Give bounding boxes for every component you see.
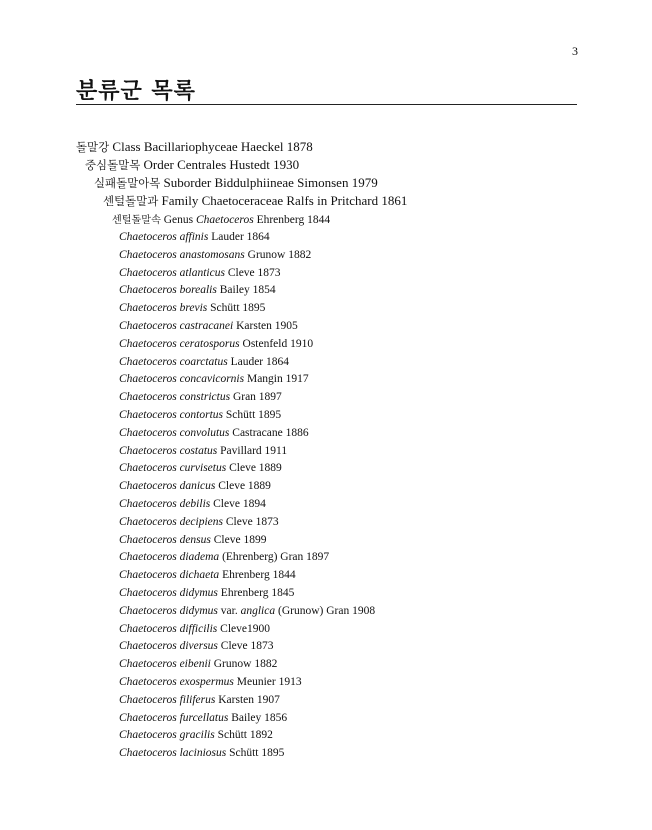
species-epithet: affinis xyxy=(179,231,209,243)
species-epithet: brevis xyxy=(179,302,208,315)
species-epithet: concavicornis xyxy=(179,373,245,386)
species-item xyxy=(119,478,375,496)
species-genus: Chaetoceros xyxy=(119,266,177,279)
species-item xyxy=(119,265,375,283)
species-authority: Grunow 1882 xyxy=(247,248,312,261)
species-genus: Chaetoceros xyxy=(119,729,177,742)
species-genus: Chaetoceros xyxy=(119,480,177,493)
species-authority: Ehrenberg 1845 xyxy=(220,586,295,599)
species-epithet: eibenii xyxy=(179,658,211,671)
species-genus: Chaetoceros xyxy=(119,640,177,653)
species-item xyxy=(119,549,375,567)
species-authority: Cleve 1873 xyxy=(225,515,279,528)
species-authority: Karsten 1905 xyxy=(236,319,298,332)
species-authority: Schütt 1892 xyxy=(217,729,273,742)
taxon-korean-name: 돌말강 xyxy=(76,140,110,154)
species-authority: Karsten 1907 xyxy=(218,693,280,706)
species-genus: Chaetoceros xyxy=(119,551,177,564)
taxon-authority: Haeckel 1878 xyxy=(240,139,313,154)
species-authority: Cleve 1889 xyxy=(229,462,282,475)
species-epithet: didymus xyxy=(179,586,218,599)
species-epithet: castracanei xyxy=(179,319,234,332)
taxon-suborder xyxy=(94,175,378,191)
species-genus: Chaetoceros xyxy=(119,586,177,599)
species-genus: Chaetoceros xyxy=(119,747,177,760)
species-authority: (Grunow) Gran 1908 xyxy=(277,604,376,617)
species-item xyxy=(119,229,375,247)
species-authority: Schütt 1895 xyxy=(210,302,266,315)
taxon-authority: Ralfs in Pritchard 1861 xyxy=(286,193,408,208)
species-authority: (Ehrenberg) Gran 1897 xyxy=(222,551,330,564)
species-item xyxy=(119,336,375,354)
taxon-korean-name: 센털돌말속 xyxy=(112,215,161,226)
species-authority: Cleve 1899 xyxy=(213,533,267,546)
species-genus: Chaetoceros xyxy=(119,693,177,706)
species-genus: Chaetoceros xyxy=(119,355,177,368)
species-genus: Chaetoceros xyxy=(119,373,177,386)
species-list xyxy=(119,229,375,763)
species-item xyxy=(119,532,375,550)
species-authority: Bailey 1854 xyxy=(219,284,276,297)
species-genus: Chaetoceros xyxy=(119,302,177,315)
species-epithet: difficilis xyxy=(179,622,218,635)
species-epithet: costatus xyxy=(179,444,218,457)
species-item xyxy=(119,638,375,656)
species-item xyxy=(119,354,375,372)
species-epithet: convolutus xyxy=(179,426,230,439)
species-epithet: debilis xyxy=(179,497,211,510)
species-authority: Schütt 1895 xyxy=(225,408,282,421)
species-genus: Chaetoceros xyxy=(119,462,177,475)
species-genus: Chaetoceros xyxy=(119,444,177,457)
species-epithet: borealis xyxy=(179,284,217,297)
species-authority: Lauder 1864 xyxy=(230,355,290,368)
species-genus: Chaetoceros xyxy=(119,408,177,421)
taxon-authority: Simonsen 1979 xyxy=(297,175,378,190)
species-item xyxy=(119,443,375,461)
taxon-korean-name: 실패돌말아목 xyxy=(94,176,161,190)
taxon-name: Chaetoceraceae xyxy=(201,193,284,208)
species-item xyxy=(119,282,375,300)
species-item xyxy=(119,585,375,603)
species-epithet: constrictus xyxy=(179,391,231,404)
species-item xyxy=(119,656,375,674)
taxon-rank: Suborder xyxy=(163,175,212,190)
species-authority: Cleve 1873 xyxy=(220,640,274,653)
species-variety: anglica xyxy=(240,604,276,617)
species-epithet: laciniosus xyxy=(179,747,227,760)
species-genus: Chaetoceros xyxy=(119,337,177,350)
species-genus: Chaetoceros xyxy=(119,533,177,546)
species-item xyxy=(119,318,375,336)
species-item xyxy=(119,407,375,425)
species-authority: Lauder 1864 xyxy=(211,231,270,243)
species-epithet: exospermus xyxy=(179,675,234,688)
taxon-korean-name: 중심돌말목 xyxy=(85,158,141,172)
species-epithet: contortus xyxy=(179,408,224,421)
heading-rule xyxy=(76,104,577,105)
page-heading: 분류군 목록 xyxy=(76,79,196,104)
species-epithet: anastomosans xyxy=(179,248,245,261)
taxon-family xyxy=(103,193,407,209)
species-genus: Chaetoceros xyxy=(119,284,177,297)
species-item xyxy=(119,745,375,763)
species-item xyxy=(119,389,375,407)
species-authority: Cleve 1889 xyxy=(218,480,271,493)
species-genus: Chaetoceros xyxy=(119,497,177,510)
species-epithet: atlanticus xyxy=(179,266,225,279)
species-authority: Gran 1897 xyxy=(232,391,282,404)
taxon-order xyxy=(85,157,299,173)
species-epithet: dichaeta xyxy=(179,569,220,582)
taxon-name: Biddulphiineae xyxy=(214,175,294,190)
species-epithet: diadema xyxy=(179,551,220,564)
species-genus: Chaetoceros xyxy=(119,391,177,404)
species-epithet: gracilis xyxy=(179,729,215,742)
taxon-rank: Order xyxy=(143,157,174,172)
species-genus: Chaetoceros xyxy=(119,248,177,261)
species-genus: Chaetoceros xyxy=(119,319,177,332)
species-genus: Chaetoceros xyxy=(119,231,177,243)
species-item xyxy=(119,496,375,514)
species-epithet: densus xyxy=(179,533,211,546)
species-item xyxy=(119,567,375,585)
species-genus: Chaetoceros xyxy=(119,711,177,724)
species-authority: Bailey 1856 xyxy=(231,711,288,724)
taxon-name: Centrales xyxy=(177,157,227,172)
taxon-genus xyxy=(112,211,330,226)
taxon-korean-name: 센털돌말과 xyxy=(103,194,159,208)
species-item xyxy=(119,621,375,639)
taxon-rank: Class xyxy=(112,139,141,154)
species-epithet: didymus xyxy=(179,604,218,617)
taxon-authority: Hustedt 1930 xyxy=(229,157,300,172)
species-genus: Chaetoceros xyxy=(119,426,177,439)
species-genus: Chaetoceros xyxy=(119,675,177,688)
species-epithet: danicus xyxy=(179,480,216,493)
species-item xyxy=(119,425,375,443)
species-authority: Ostenfeld 1910 xyxy=(242,337,314,350)
species-item xyxy=(119,300,375,318)
species-var-label: var. xyxy=(220,604,238,617)
species-authority: Ehrenberg 1844 xyxy=(222,569,296,582)
species-item xyxy=(119,727,375,745)
taxon-name: Bacillariophyceae xyxy=(143,139,238,154)
species-epithet: diversus xyxy=(179,640,218,653)
species-item xyxy=(119,710,375,728)
taxon-class xyxy=(76,139,313,155)
species-authority: Cleve 1873 xyxy=(227,266,281,279)
species-item xyxy=(119,514,375,532)
taxon-rank: Genus xyxy=(163,214,194,226)
species-item xyxy=(119,371,375,389)
species-epithet: decipiens xyxy=(179,515,224,528)
species-authority: Cleve 1894 xyxy=(213,497,266,510)
page-number: 3 xyxy=(572,44,578,58)
species-epithet: filiferus xyxy=(179,693,216,706)
species-item xyxy=(119,460,375,478)
species-authority: Grunow 1882 xyxy=(213,658,278,671)
species-epithet: curvisetus xyxy=(179,462,227,475)
species-authority: Cleve1900 xyxy=(220,622,270,635)
taxon-authority: Ehrenberg 1844 xyxy=(256,214,331,226)
species-item xyxy=(119,603,375,621)
taxon-name: Chaetoceros xyxy=(195,214,254,226)
species-genus: Chaetoceros xyxy=(119,604,177,617)
species-epithet: furcellatus xyxy=(179,711,229,724)
species-item xyxy=(119,674,375,692)
species-authority: Mangin 1917 xyxy=(246,373,309,386)
species-genus: Chaetoceros xyxy=(119,569,177,582)
taxon-rank: Family xyxy=(161,193,199,208)
species-authority: Schütt 1895 xyxy=(229,747,285,760)
species-authority: Pavillard 1911 xyxy=(220,444,288,457)
species-epithet: coarctatus xyxy=(179,355,228,368)
species-authority: Castracane 1886 xyxy=(232,426,309,439)
species-authority: Meunier 1913 xyxy=(236,675,302,688)
species-item xyxy=(119,247,375,265)
species-genus: Chaetoceros xyxy=(119,515,177,528)
species-epithet: ceratosporus xyxy=(179,337,240,350)
species-genus: Chaetoceros xyxy=(119,658,177,671)
species-item xyxy=(119,692,375,710)
species-genus: Chaetoceros xyxy=(119,622,177,635)
